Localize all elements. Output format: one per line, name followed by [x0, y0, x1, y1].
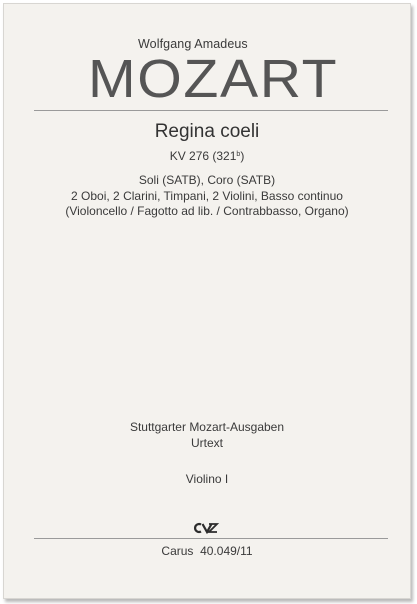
- scoring-line: Soli (SATB), Coro (SATB): [138, 173, 276, 187]
- kv-superscript: b: [236, 151, 241, 158]
- scoring-line: (Violoncello / Fagotto ad lib. / Contrabbasso, Organo): [65, 204, 349, 218]
- bottom-divider: [34, 538, 388, 539]
- score-cover-page: [3, 3, 411, 599]
- carus-verlag-logo-icon: [192, 522, 222, 534]
- composer-last-name: MOZART: [88, 49, 339, 109]
- kv-close: ): [240, 149, 245, 163]
- kv-text: KV 276 (321: [169, 149, 237, 163]
- publisher-catalog-number: Carus 40.049/11: [161, 544, 253, 558]
- scoring-block: [4, 173, 410, 220]
- composer-first-names: Wolfgang Amadeus: [138, 37, 248, 51]
- edition-series: Stuttgarter Mozart-Ausgaben: [129, 420, 285, 434]
- top-divider: [34, 110, 388, 111]
- edition-block: [4, 420, 410, 451]
- catalog-number-kv: [4, 147, 410, 165]
- scoring-line: 2 Oboi, 2 Clarini, Timpani, 2 Violini, Basso continuo: [71, 188, 343, 203]
- edition-type: Urtext: [190, 435, 223, 450]
- instrument-part: Violino I: [185, 472, 229, 486]
- work-title: Regina coeli: [154, 121, 260, 142]
